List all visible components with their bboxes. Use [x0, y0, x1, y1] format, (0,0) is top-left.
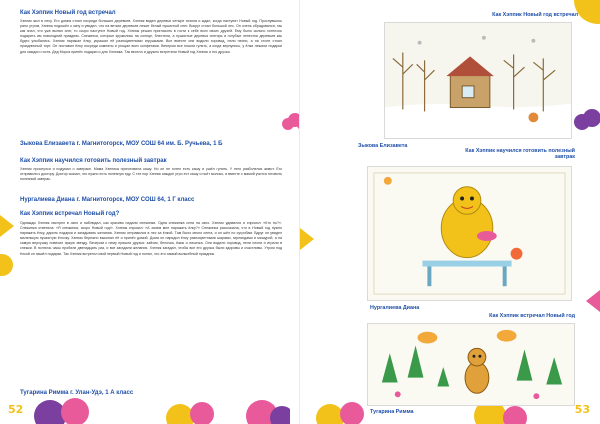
- child-drawing-new-year-forest: [367, 323, 575, 406]
- triangle-decoration: [586, 290, 600, 312]
- story-title: Как Хэппик Новый год встречал: [20, 10, 116, 16]
- child-drawing-winter-forest: [384, 22, 572, 139]
- story-body: Хэппик проснулся и подумал о завтраке. Мама Хэппика приготовила кашу. Но он не хотел есть кашу и ушёл гулять. У него разболелся живот. Его отправили к доктору. Доктор сказал, что нужно есть полезную еду. С тех пор Хэппик каждое утро ест кашу и пьёт молоко, и вместе с мамой учится готовить полезный завтрак.: [20, 167, 282, 182]
- drawing-caption: Как Хэппик научился готовить полезный завтрак: [465, 148, 575, 160]
- sun-decoration: [0, 248, 18, 282]
- drawing-author: Зыкова Елизавета: [358, 143, 408, 149]
- story-title: Как Хэппик встречал Новый год?: [20, 211, 120, 217]
- story-body: Хэппик жил в лесу. Его домик стоял посреди больших деревьев. Хэппик видел деревья четыре сезона и ждал, когда наступит Новый год. Проснувшись рано утром, Хэппик подошёл к окну и увидел, что на ветках деревьев лежит белый пушистый снег. Вокруг стоял большой лес. Он очень обрадовался, так как знал, что уже выпал снег, то скоро наступит Новый год. Хэппик решил пригласить в гости к себе всех своих друзей. Ему было сильно хотелось подарить им новогодний праздник. Снежинки, которые кружились на солнце, блестели, а пушистые деревья снегирь и голубые лепестки деревьев как будто улыбались. Хэппик наряжал ёлку, украшал её разноцветными игрушками. Все вместе они водили хоровод, пели песни, а на столе стоял праздничный торт. Он поставил ёлку посреди комнаты и угощал всех конфетами. Вечером все пошли гулять, а когда вернулись, у ёлки лежали подарки для каждого гостя. Дед Мороз принёс подарки и для Хэппика. Так весело и дружно встретили Новый год Хэппик и его друзья.: [20, 19, 282, 54]
- right-page: [300, 0, 600, 424]
- story-author: Тугарина Римма г. Улан-Удэ, 1 А класс: [20, 390, 134, 396]
- cloud-decoration: [572, 108, 600, 130]
- child-drawing-breakfast: [367, 166, 572, 301]
- triangle-decoration: [300, 228, 314, 250]
- page-number: 52: [8, 403, 24, 416]
- story-body: Однажды Хэппик смотрел в окно и наблюдал, как красиво падали снежинки. Одна снежинка села на окно. Хэппик удивился и спросил: «Кто ты?». Снежинка ответила: «Я снежинка, скоро Новый год!». Хэппик спросил: «А зачем мне наряжать ёлку?» Снежинка рассказала, что в Новый год нужно наряжать ёлку, дарить подарки и загадывать желания. Хэппик отправился в лес за ёлкой. Там было много снега, и он шёл по сугробам. Вдруг он увидел маленькую пушистую ёлочку. Хэппик бережно выкопал её и принёс домой. Дома он нарядил ёлку разноцветными шарами, гирляндами и мишурой, а на самую верхушку повесил яркую звезду. Вечером к нему пришли друзья: зайчик, белочка, ёжик и лисичка. Они водили хоровод, пели песни и играли в снежки. В полночь часы пробили двенадцать раз, и все загадали желания. Хэппик загадал, чтобы все его друзья были здоровы и счастливы. Утром под ёлкой он нашёл подарки. Так Хэппик встретил свой первый Новый год и понял, что это самый волшебный праздник.: [20, 221, 282, 256]
- page-number: 53: [574, 403, 590, 416]
- drawing-caption: Как Хэппик встречал Новый год: [489, 313, 575, 319]
- drawing-caption: Как Хэппик Новый год встречал: [492, 12, 578, 18]
- story-author: Нургалиева Диана г. Магнитогорск, МОУ СОШ 64, 1 Г класс: [20, 197, 195, 203]
- triangle-decoration: [0, 215, 14, 237]
- story-title: Как Хэппик научился готовить полезный завтрак: [20, 158, 167, 164]
- drawing-author: Нургалиева Диана: [370, 305, 420, 311]
- cloud-decoration: [282, 112, 300, 132]
- story-author: Зыкова Елизавета г. Магнитогорск, МОУ СОШ 64 им. Б. Ручьева, 1 Б: [20, 141, 223, 147]
- drawing-author: Тугарина Римма: [370, 409, 414, 415]
